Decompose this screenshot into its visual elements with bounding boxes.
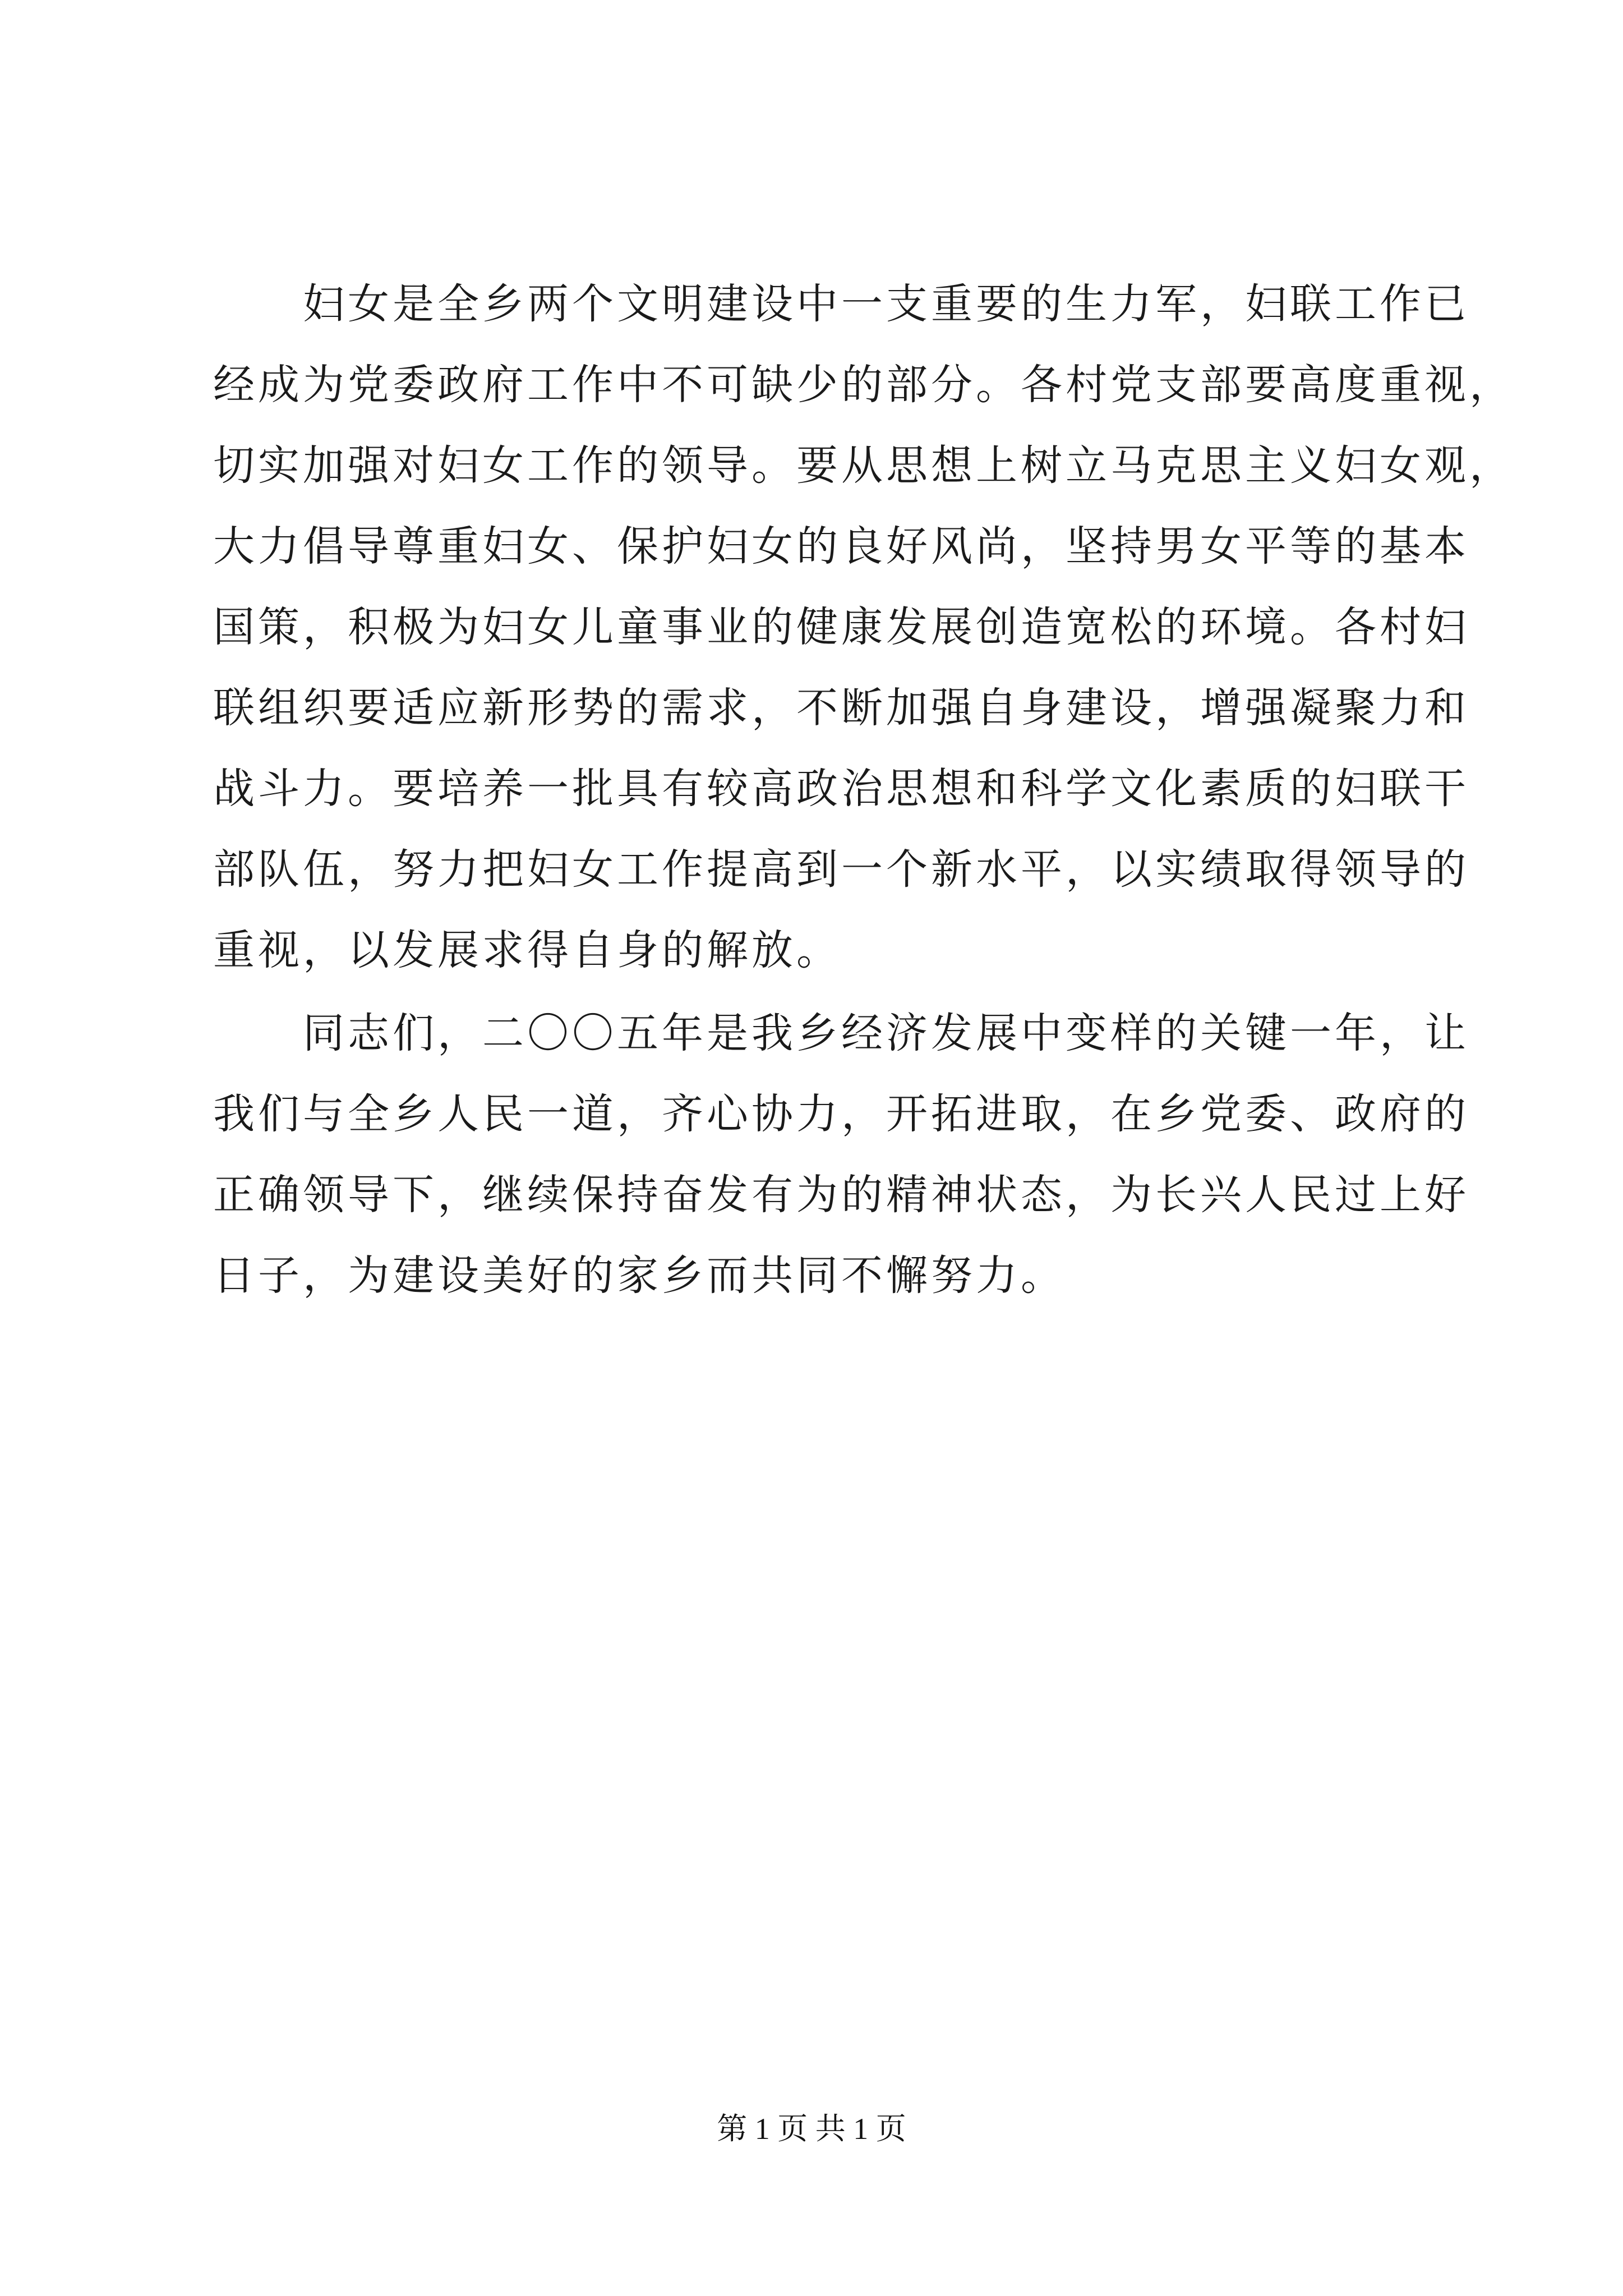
paragraph-1 [213, 264, 1514, 991]
paragraph-1-line-4: 大力倡导尊重妇女、保护妇女的良好风尚，坚持男女平等的基本 [213, 522, 1469, 570]
paragraph-1-line-5: 国策，积极为妇女儿童事业的健康发展创造宽松的环境。各村妇 [213, 603, 1469, 651]
paragraph-1-line-1: 妇女是全乡两个文明建设中一支重要的生力军，妇联工作已 [303, 280, 1469, 328]
paragraph-1-line-8: 部队伍，努力把妇女工作提高到一个新水平，以实绩取得领导的 [213, 845, 1469, 894]
paragraph-1-line-9: 重视，以发展求得自身的解放。 [213, 926, 841, 974]
paragraph-2-line-4: 日子，为建设美好的家乡而共同不懈努力。 [213, 1251, 1066, 1300]
paragraph-2-line-3: 正确领导下，继续保持奋发有为的精神状态，为长兴人民过上好 [213, 1171, 1469, 1219]
document-body [213, 264, 1514, 1316]
paragraph-2-line-1: 同志们，二〇〇五年是我乡经济发展中变样的关键一年，让 [303, 1009, 1469, 1057]
paragraph-1-line-3: 切实加强对妇女工作的领导。要从思想上树立马克思主义妇女观， [213, 441, 1514, 490]
paragraph-1-line-7: 战斗力。要培养一批具有较高政治思想和科学文化素质的妇联干 [213, 765, 1469, 813]
paragraph-2-line-2: 我们与全乡人民一道，齐心协力，开拓进取，在乡党委、政府的 [213, 1090, 1469, 1138]
page-number-label: 第 1 页 共 1 页 [717, 2112, 906, 2146]
page-footer [0, 2109, 1623, 2148]
paragraph-1-line-6: 联组织要适应新形势的需求，不断加强自身建设，增强凝聚力和 [213, 684, 1469, 732]
paragraph-2 [213, 993, 1469, 1316]
paragraph-1-line-2: 经成为党委政府工作中不可缺少的部分。各村党支部要高度重视， [213, 361, 1514, 409]
